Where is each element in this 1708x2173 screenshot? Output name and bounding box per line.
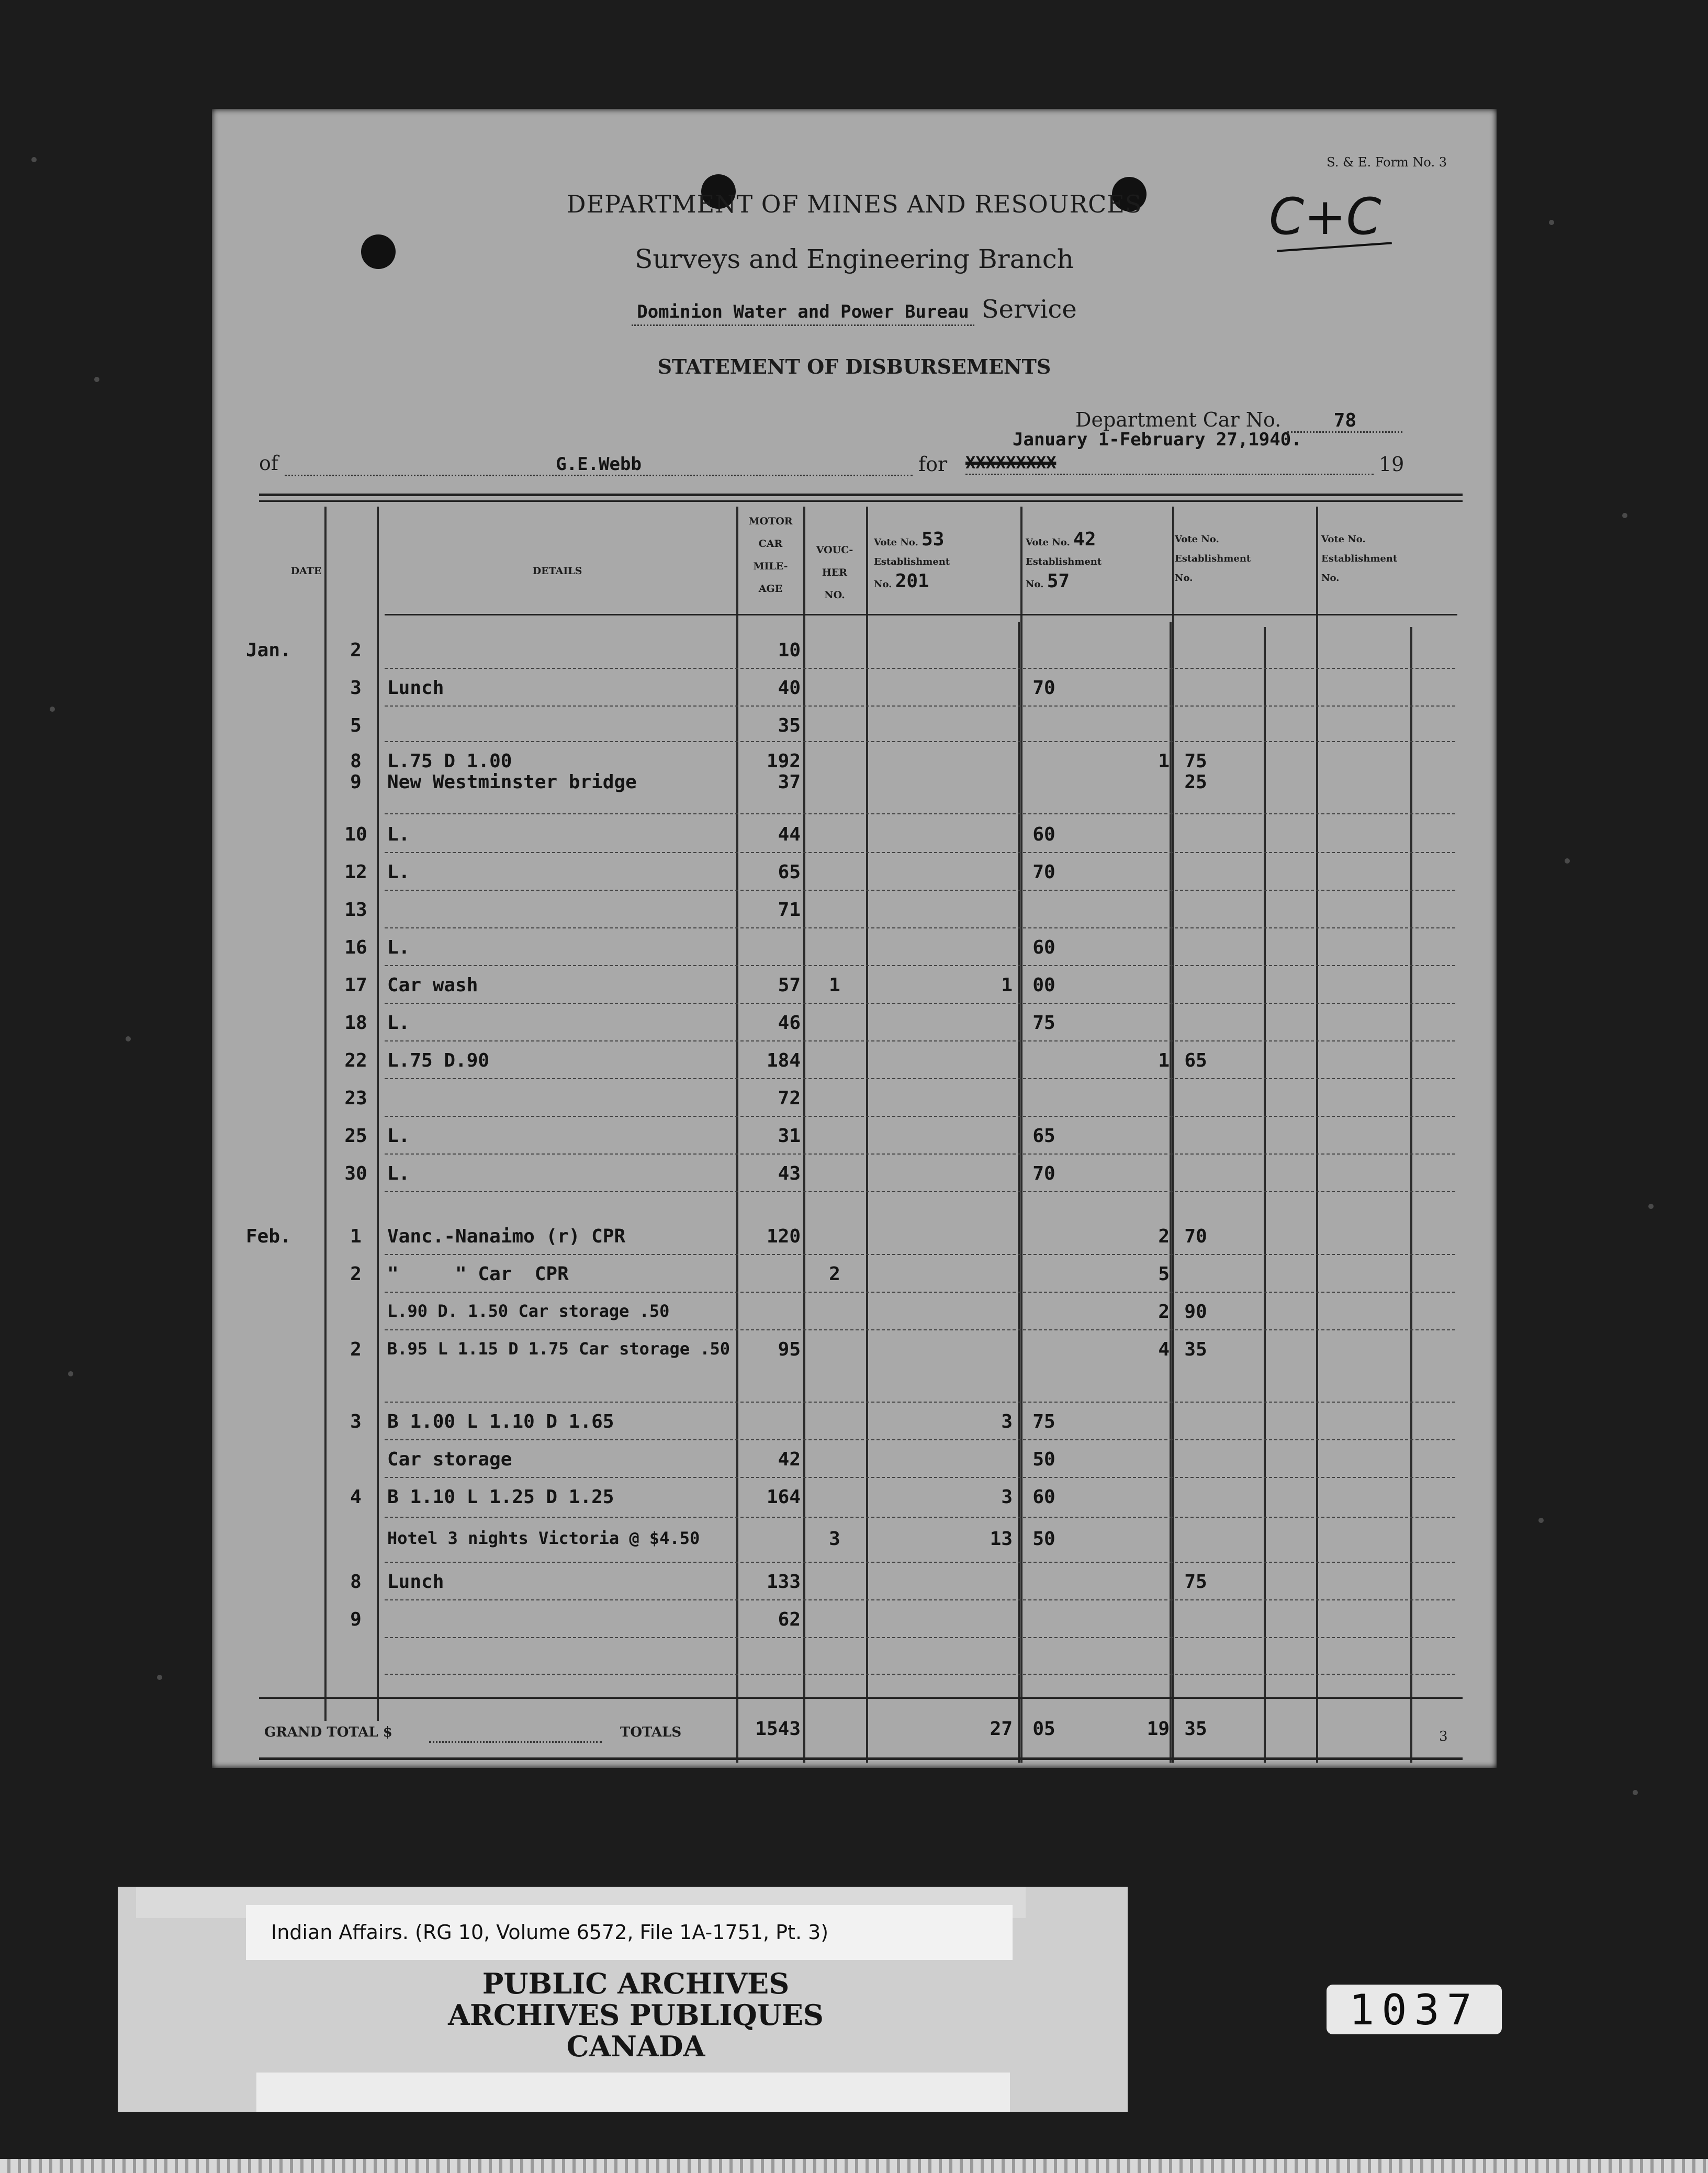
- row-vote1-dollars: 3: [1001, 1486, 1013, 1508]
- row-rule: [385, 1078, 1457, 1079]
- film-speck: [94, 377, 99, 382]
- row-rule: [385, 1599, 1457, 1600]
- period-value: January 1-February 27,1940.: [1013, 429, 1302, 450]
- row-rule: [385, 1003, 1457, 1004]
- ledger-row: [212, 854, 1497, 892]
- frame-number: 1037: [1349, 1986, 1479, 2034]
- film-speck: [1622, 513, 1627, 518]
- vote-2-est-label: Establishment: [1026, 556, 1102, 567]
- row-vote2-dollars: 2: [1158, 1301, 1170, 1323]
- row-day: 30: [344, 1163, 367, 1184]
- branch-heading: Surveys and Engineering Branch: [635, 244, 1074, 274]
- mileage-header-l4: AGE: [758, 583, 783, 595]
- vote-1-vote-label: Vote No.: [874, 537, 918, 548]
- row-rule: [385, 1254, 1457, 1255]
- frame-counter: [1327, 1985, 1502, 2034]
- row-mileage: 31: [778, 1125, 801, 1147]
- ledger-row: [212, 892, 1497, 929]
- row-rule: [385, 705, 1457, 707]
- row-month: Feb.: [246, 1226, 291, 1247]
- film-speck: [68, 1371, 73, 1376]
- mileage-header-l2: CAR: [758, 538, 783, 550]
- ledger-row: [212, 967, 1497, 1005]
- service-word: Service: [981, 295, 1077, 324]
- ledger-row: [212, 1218, 1497, 1256]
- corner-tick: 3: [1439, 1729, 1448, 1744]
- film-speck: [126, 1036, 131, 1041]
- row-mileage: 184: [766, 1050, 801, 1071]
- row-rule: [385, 1402, 1457, 1403]
- archives-stamp-line-1: PUBLIC ARCHIVES: [482, 1967, 790, 2000]
- row-mileage: 46: [778, 1012, 801, 1034]
- archive-caption-strip: [246, 1905, 1013, 1960]
- total-mileage: 1543: [755, 1718, 801, 1740]
- row-rule: [385, 813, 1457, 814]
- row-vote1-cents: 50: [1032, 1528, 1055, 1550]
- row-voucher: 1: [829, 975, 840, 996]
- row-rule: [385, 668, 1457, 669]
- row-vote1-dollars: 1: [1001, 975, 1013, 996]
- voucher-header-l1: VOUC-: [816, 544, 853, 556]
- total-vote1-dollars: 27: [990, 1718, 1013, 1740]
- row-vote2-dollars: 1: [1158, 1050, 1170, 1071]
- row-rule: [385, 1329, 1457, 1330]
- row-details: Vanc.-Nanaimo (r) CPR: [387, 1226, 626, 1247]
- film-speck: [1565, 858, 1570, 864]
- ledger-row: [212, 1294, 1497, 1331]
- row-details: B 1.10 L 1.25 D 1.25: [387, 1486, 614, 1508]
- row-details: L.: [387, 937, 410, 958]
- ledger-row: [212, 1118, 1497, 1156]
- row-vote2-cents: 35: [1184, 1339, 1207, 1360]
- row-mileage: 164: [766, 1486, 801, 1508]
- film-speck: [157, 1675, 162, 1680]
- row-mileage: 120: [766, 1226, 801, 1247]
- row-rule: [385, 927, 1457, 928]
- row-details: B 1.00 L 1.10 D 1.65: [387, 1411, 614, 1432]
- row-day: 9: [350, 771, 362, 793]
- archive-reference: Indian Affairs. (RG 10, Volume 6572, File 1A-1751, Pt. 3): [271, 1921, 829, 1944]
- row-mileage: 40: [778, 677, 801, 699]
- totals-rule: [259, 1697, 1463, 1699]
- claimant-name: G.E.Webb: [285, 454, 913, 476]
- archives-stamp: [230, 1968, 1041, 2062]
- row-details: L.90 D. 1.50 Car storage .50: [387, 1301, 670, 1321]
- ledger-row: [212, 1479, 1497, 1517]
- mileage-header-l3: MILE-: [753, 561, 788, 572]
- of-label: of: [259, 452, 278, 475]
- row-vote1-cents: 60: [1032, 1486, 1055, 1508]
- row-day: 16: [344, 937, 367, 958]
- row-mileage: 72: [778, 1088, 801, 1109]
- voucher-header-l2: HER: [822, 567, 848, 578]
- row-rule: [385, 1292, 1457, 1293]
- total-vote2-dollars: 19: [1147, 1718, 1170, 1740]
- row-day: 4: [350, 1486, 362, 1508]
- row-mileage: 62: [778, 1609, 801, 1630]
- row-mileage: 192: [766, 751, 801, 772]
- ledger-row: [212, 1521, 1497, 1559]
- details-header: DETAILS: [532, 565, 582, 577]
- row-vote2-cents: 75: [1184, 1571, 1207, 1593]
- row-mileage: 57: [778, 975, 801, 996]
- row-voucher: 2: [829, 1263, 840, 1285]
- row-day: 25: [344, 1125, 367, 1147]
- film-speck: [31, 157, 37, 162]
- row-vote1-cents: 65: [1032, 1125, 1055, 1147]
- film-speck: [1549, 220, 1554, 225]
- row-mileage: 65: [778, 861, 801, 883]
- ledger-body: [212, 109, 1497, 1768]
- vote-2-number: 42: [1073, 529, 1096, 550]
- row-rule: [385, 852, 1457, 853]
- vote-1-est-label: Establishment: [874, 556, 950, 567]
- total-vote1-cents: 05: [1032, 1718, 1055, 1740]
- row-details: L.: [387, 1012, 410, 1034]
- form-title: STATEMENT OF DISBURSEMENTS: [657, 355, 1051, 378]
- vote-2-no-label: No.: [1026, 579, 1044, 590]
- row-vote2-dollars: 5: [1158, 1263, 1170, 1285]
- vote-2-establishment: 57: [1047, 570, 1070, 592]
- row-rule: [385, 1562, 1457, 1563]
- row-details: Hotel 3 nights Victoria @ $4.50: [387, 1528, 700, 1548]
- vote-1-number: 53: [922, 529, 945, 550]
- row-details: L.75 D.90: [387, 1050, 490, 1071]
- film-speck: [1648, 1204, 1654, 1209]
- ledger-row: [212, 670, 1497, 708]
- car-number-value: 78: [1287, 410, 1402, 433]
- row-voucher: 3: [829, 1528, 840, 1550]
- row-details: Lunch: [387, 1571, 444, 1593]
- mileage-header-l1: MOTOR: [748, 516, 793, 527]
- row-vote2-cents: 75: [1184, 751, 1207, 772]
- row-details: Car wash: [387, 975, 478, 996]
- row-rule: [385, 1477, 1457, 1478]
- ledger-row: [212, 708, 1497, 745]
- row-rule: [385, 1637, 1457, 1638]
- bottom-rule: [259, 1757, 1463, 1760]
- vote-4-label: Vote No.: [1321, 534, 1366, 545]
- row-mileage: 37: [778, 771, 801, 793]
- totals-label: TOTALS: [620, 1724, 682, 1740]
- row-mileage: 10: [778, 640, 801, 661]
- row-day: 22: [344, 1050, 367, 1071]
- vote-1-establishment: 201: [895, 570, 929, 592]
- row-mileage: 95: [778, 1339, 801, 1360]
- row-details: New Westminster bridge: [387, 771, 637, 793]
- row-mileage: 71: [778, 899, 801, 921]
- ledger-row: [212, 1601, 1497, 1639]
- for-label: for: [918, 453, 948, 476]
- date-header: DATE: [290, 565, 322, 577]
- row-vote1-cents: 70: [1032, 861, 1055, 883]
- row-vote2-cents: 70: [1184, 1226, 1207, 1247]
- ledger-row: [212, 1441, 1497, 1479]
- row-details: L.: [387, 1163, 410, 1184]
- row-details: Car storage: [387, 1449, 512, 1470]
- row-day: 1: [350, 1226, 362, 1247]
- disbursement-form: [212, 109, 1497, 1768]
- handwritten-initials: C+C: [1269, 187, 1381, 246]
- film-speck: [50, 707, 55, 712]
- row-rule: [385, 1674, 1457, 1675]
- struck-period: XXXXXXXXX: [965, 453, 1057, 473]
- total-vote2-cents: 35: [1184, 1718, 1207, 1740]
- row-vote2-cents: 65: [1184, 1050, 1207, 1071]
- row-vote2-dollars: 2: [1158, 1226, 1170, 1247]
- row-mileage: 35: [778, 715, 801, 736]
- row-day: 5: [350, 715, 362, 736]
- row-rule: [385, 965, 1457, 966]
- archives-stamp-line-3: CANADA: [566, 2030, 705, 2063]
- ledger-row: [212, 1404, 1497, 1441]
- row-vote1-dollars: 13: [990, 1528, 1013, 1550]
- voucher-header-l3: NO.: [824, 589, 845, 601]
- archives-stamp-line-2: ARCHIVES PUBLIQUES: [448, 1998, 824, 2032]
- row-rule: [385, 1116, 1457, 1117]
- archive-card-bottom: [256, 2073, 1010, 2112]
- row-rule: [385, 890, 1457, 891]
- vote-1-no-label: No.: [874, 579, 892, 590]
- row-rule: [385, 1517, 1457, 1518]
- row-details: " " Car CPR: [387, 1263, 569, 1285]
- row-day: 2: [350, 1263, 362, 1285]
- row-day: 8: [350, 1571, 362, 1593]
- ledger-row: [212, 632, 1497, 670]
- row-rule: [385, 741, 1457, 742]
- row-vote1-cents: 75: [1032, 1012, 1055, 1034]
- row-day: 9: [350, 1609, 362, 1630]
- row-vote1-cents: 50: [1032, 1449, 1055, 1470]
- row-day: 3: [350, 677, 362, 699]
- row-vote1-cents: 00: [1032, 975, 1055, 996]
- row-vote1-cents: 60: [1032, 824, 1055, 845]
- ledger-row: [212, 1080, 1497, 1118]
- row-vote2-dollars: 4: [1158, 1339, 1170, 1360]
- ledger-row: [212, 1331, 1497, 1369]
- row-mileage: 42: [778, 1449, 801, 1470]
- row-details: Lunch: [387, 677, 444, 699]
- row-day: 23: [344, 1088, 367, 1109]
- row-day: 17: [344, 975, 367, 996]
- bureau-name: Dominion Water and Power Bureau: [632, 301, 974, 326]
- grand-total-label: GRAND TOTAL $: [264, 1724, 392, 1740]
- row-vote1-cents: 70: [1032, 1163, 1055, 1184]
- row-vote2-cents: 25: [1184, 771, 1207, 793]
- row-mileage: 43: [778, 1163, 801, 1184]
- row-day: 8: [350, 751, 362, 772]
- vote-3-no-label: No.: [1175, 573, 1193, 584]
- row-vote1-cents: 70: [1032, 677, 1055, 699]
- year-prefix: 19: [1379, 453, 1404, 476]
- ledger-row: [212, 1564, 1497, 1601]
- ledger-row: [212, 1156, 1497, 1193]
- vote-4-est-label: Establishment: [1321, 553, 1398, 564]
- ledger-row: [212, 1043, 1497, 1080]
- film-speck: [1538, 1518, 1544, 1523]
- row-day: 2: [350, 640, 362, 661]
- film-edge: [0, 2159, 1708, 2173]
- ledger-row: [212, 764, 1497, 802]
- ledger-row: [212, 816, 1497, 854]
- row-rule: [385, 1439, 1457, 1440]
- vote-3-est-label: Establishment: [1175, 553, 1251, 564]
- row-rule: [385, 1153, 1457, 1155]
- row-day: 10: [344, 824, 367, 845]
- row-vote2-cents: 90: [1184, 1301, 1207, 1323]
- row-details: L.: [387, 1125, 410, 1147]
- row-day: 2: [350, 1339, 362, 1360]
- row-day: 12: [344, 861, 367, 883]
- row-vote1-dollars: 3: [1001, 1411, 1013, 1432]
- department-heading: DEPARTMENT OF MINES AND RESOURCES: [566, 190, 1142, 218]
- row-details: L.: [387, 861, 410, 883]
- row-details: L.: [387, 824, 410, 845]
- row-details: B.95 L 1.15 D 1.75 Car storage .50: [387, 1339, 731, 1359]
- film-speck: [1633, 1790, 1638, 1795]
- row-vote1-cents: 75: [1032, 1411, 1055, 1432]
- row-vote2-dollars: 1: [1158, 751, 1170, 772]
- grand-total-dots: [429, 1728, 602, 1743]
- row-rule: [385, 1191, 1457, 1192]
- ledger-row: [212, 929, 1497, 967]
- vote-4-no-label: No.: [1321, 573, 1340, 584]
- row-mileage: 44: [778, 824, 801, 845]
- vote-3-label: Vote No.: [1175, 534, 1219, 545]
- row-month: Jan.: [246, 640, 291, 661]
- ledger-row: [212, 1005, 1497, 1043]
- row-mileage: 133: [766, 1571, 801, 1593]
- vote-2-vote-label: Vote No.: [1026, 537, 1070, 548]
- row-details: L.75 D 1.00: [387, 751, 512, 772]
- row-day: 3: [350, 1411, 362, 1432]
- ledger-row: [212, 1256, 1497, 1294]
- row-day: 18: [344, 1012, 367, 1034]
- car-number-label: Department Car No.: [1075, 408, 1282, 431]
- row-day: 13: [344, 899, 367, 921]
- form-number: S. & E. Form No. 3: [1327, 155, 1447, 170]
- row-rule: [385, 1040, 1457, 1041]
- row-vote1-cents: 60: [1032, 937, 1055, 958]
